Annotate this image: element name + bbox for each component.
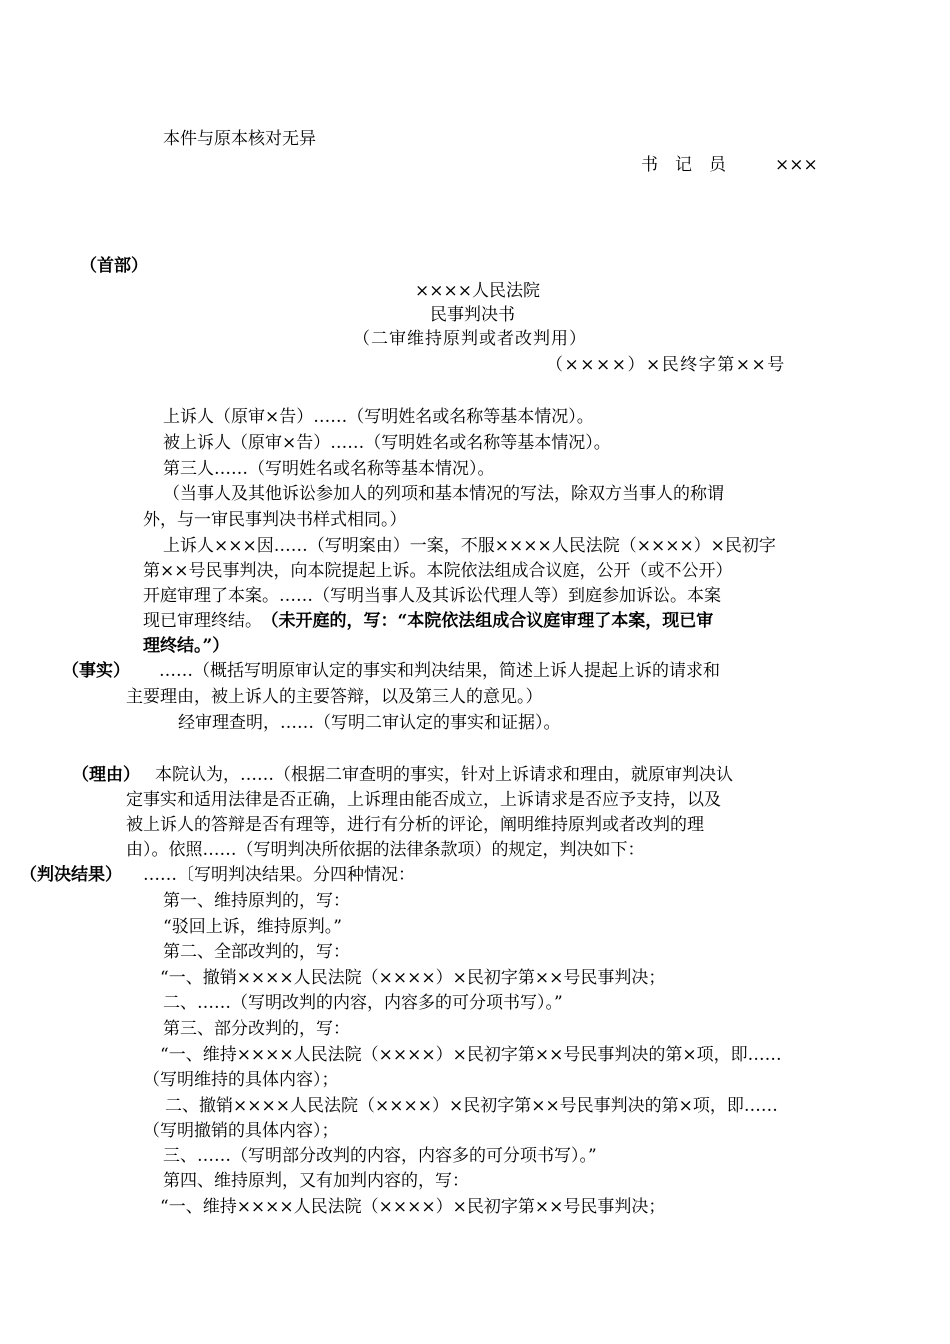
procedure-line	[143, 608, 713, 634]
judgment-case-text: 三、……（写明部分改判的内容，内容多的可分项书写）。”	[163, 1146, 597, 1166]
facts-line: ……（概括写明原审认定的事实和判决结果，简述上诉人提起上诉的请求和	[159, 661, 720, 681]
judgment-intro: ……〔写明判决结果。分四种情况：	[143, 865, 415, 885]
reasons-line: 被上诉人的答辩是否有理等，进行有分析的评论，阐明维持原判或者改判的理	[126, 815, 704, 835]
reasons-line: 由）。依照……（写明判决所依据的法律条款项）的规定，判决如下：	[126, 840, 645, 860]
judgment-case-title: 第二、全部改判的，写：	[163, 942, 350, 962]
judgment-case-text: “一、维持××××人民法院（××××）×民初字第××号民事判决；	[160, 1197, 666, 1217]
certify-text: 本件与原本核对无异	[163, 129, 316, 149]
procedure-note-bold-cont: 理终结。”）	[143, 636, 230, 656]
section-label-header: （首部）	[80, 256, 148, 276]
party-third: 第三人……（写明姓名或名称等基本情况）。	[163, 459, 495, 479]
procedure-text: 现已审理终结。	[143, 611, 262, 631]
facts-line: 主要理由，被上诉人的主要答辩，以及第三人的意见。）	[126, 687, 543, 707]
clerk-name: ×××	[775, 155, 818, 175]
procedure-line: 开庭审理了本案。……（写明当事人及其诉讼代理人等）到庭参加诉讼。本案	[143, 586, 721, 606]
procedure-line: 上诉人×××因……（写明案由）一案，不服××××人民法院（××××）×民初字	[163, 536, 776, 556]
judgment-case-text: （写明撤销的具体内容）；	[143, 1121, 339, 1141]
reasons-line: 本院认为，……（根据二审查明的事实，针对上诉请求和理由，就原审判决认	[155, 765, 733, 785]
section-label-reasons: （理由）	[72, 765, 140, 785]
section-label-facts: （事实）	[62, 661, 130, 681]
document-type: 民事判决书	[430, 305, 515, 325]
court-name: ××××人民法院	[415, 281, 540, 301]
judgment-case-text: （写明维持的具体内容）；	[143, 1070, 339, 1090]
procedure-note-bold: （未开庭的，写：“本院依法组成合议庭审理了本案，现已审	[270, 611, 714, 631]
party-note: （当事人及其他诉讼参加人的列项和基本情况的写法，除双方当事人的称谓	[163, 484, 724, 504]
judgment-case-text: “一、维持××××人民法院（××××）×民初字第××号民事判决的第×项，即……	[160, 1045, 782, 1065]
procedure-line: 第××号民事判决，向本院提起上诉。本院依法组成合议庭，公开（或不公开）	[143, 561, 733, 581]
judgment-case-text: 二、……（写明改判的内容，内容多的可分项书写）。”	[163, 993, 563, 1013]
facts-line: 经审理查明，……（写明二审认定的事实和证据）。	[178, 713, 561, 733]
clerk-label: 书 记 员	[641, 155, 726, 175]
party-appellant: 上诉人（原审×告）……（写明姓名或名称等基本情况）。	[163, 407, 594, 427]
judgment-case-title: 第四、维持原判，又有加判内容的，写：	[163, 1171, 469, 1191]
section-label-judgment: （判决结果）	[20, 865, 122, 885]
party-appellee: 被上诉人（原审×告）……（写明姓名或名称等基本情况）。	[163, 433, 611, 453]
party-note-cont: 外，与一审民事判决书样式相同。）	[143, 510, 407, 530]
judgment-case-title: 第一、维持原判的，写：	[163, 891, 350, 911]
judgment-case-text: “一、撤销××××人民法院（××××）×民初字第××号民事判决；	[160, 968, 666, 988]
judgment-case-text: “驳回上诉，维持原判。”	[163, 917, 342, 937]
reasons-line: 定事实和适用法律是否正确，上诉理由能否成立，上诉请求是否应予支持，以及	[126, 790, 721, 810]
judgment-case-title: 第三、部分改判的，写：	[163, 1019, 350, 1039]
case-number: （××××）×民终字第××号	[546, 355, 786, 375]
document-subtitle: （二审维持原判或者改判用）	[353, 329, 587, 349]
judgment-case-text: 二、撤销××××人民法院（××××）×民初字第××号民事判决的第×项，即……	[165, 1096, 778, 1116]
